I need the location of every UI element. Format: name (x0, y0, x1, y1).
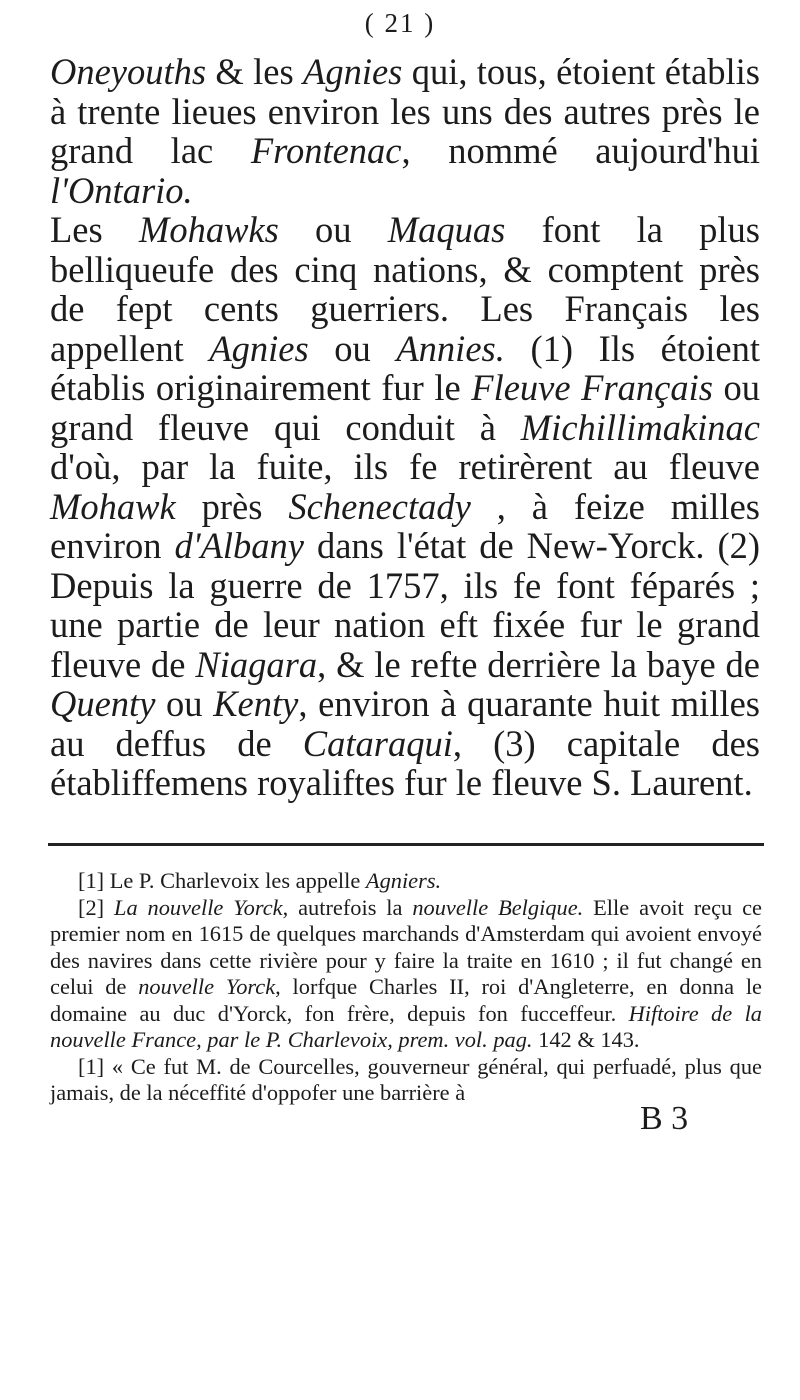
italic-text-run: Oneyouths (50, 51, 207, 92)
footnote-2 (50, 895, 762, 1054)
text-run: ou (155, 683, 214, 724)
text-run: , nommé aujourd'hui (401, 130, 760, 171)
italic-text-run: Agnies (303, 51, 403, 92)
italic-text-run: Hiftoire de la nouvelle France, par le P. Charlevoix, prem. vol. pag. (50, 1000, 762, 1052)
italic-text-run: La nouvelle Yorck (114, 894, 283, 920)
text-run: , & le refte derrière la baye de (317, 643, 761, 685)
text-run: dans l'état de New-Yorck. (2) Depuis la guerre de 1757, ils fe font féparés ; une partie de leur nation eft fixée fur le grand fleuve de (50, 525, 761, 685)
italic-text-run: Michillimakinac (520, 406, 760, 448)
text-run: Les (50, 209, 139, 250)
text-run: , environ à quarante huit milles au deffus de (50, 683, 760, 764)
page-number: ( 21 ) (364, 8, 436, 38)
paragraph-2 (50, 210, 760, 803)
text-run: , autrefois la (282, 894, 413, 920)
footnote-3 (50, 1054, 762, 1107)
italic-text-run: d'Albany (174, 525, 304, 566)
italic-text-run: Frontenac (250, 130, 402, 171)
text-run: , lorfque Charles II, roi d'Angleterre, en donna le domaine au duc d'Yorck, fon frère, depuis fon fucceffeur. (50, 974, 762, 1026)
text-run: près (175, 485, 289, 527)
text-run: d'où, par la fuite, ils fe retirèrent au fleuve (50, 446, 760, 487)
signature-mark: B 3 (640, 1100, 689, 1137)
text-run: , à feize milles environ (50, 485, 760, 566)
italic-text-run: Maquas (387, 209, 506, 250)
text-run: qui, tous, étoient établis à trente lieues environ les uns des autres près le grand lac (50, 51, 761, 171)
text-run: [1] « Ce fut M. de Courcelles, gouverneur général, qui perfuadé, plus que jamais, de la néceffité d'oppofer une barrière à (50, 1053, 762, 1105)
italic-text-run: Annies. (396, 327, 505, 369)
text-run: font la plus belliqueufe des cinq nations, & comptent près de fept cents guerriers. Les Français les appellent (50, 209, 761, 369)
footnote-1 (50, 868, 762, 895)
italic-text-run: Agnies (209, 327, 309, 369)
italic-text-run: Schenectady (288, 485, 471, 527)
italic-text-run: Mohawk (50, 485, 176, 527)
paragraph-1 (50, 52, 760, 210)
main-text (50, 52, 760, 803)
italic-text-run: Quenty (50, 683, 156, 724)
footnotes (50, 868, 762, 1107)
text-run: Elle avoit reçu ce premier nom en 1615 de quelques marchands d'Amsterdam qui avoient envoyé des navires dans cette rivière pour y faire la traite en 1610 ; il fut changé en celui de (50, 894, 762, 999)
text-run: ou grand fleuve qui conduit à (50, 367, 761, 448)
text-run: [2] (78, 894, 114, 920)
italic-text-run: l'Ontario. (50, 169, 193, 211)
italic-text-run: Kenty (213, 683, 299, 724)
text-run: ou (308, 327, 397, 369)
text-run: 142 & 143. (532, 1027, 640, 1052)
text-run: ou (278, 209, 388, 250)
text-run: [1] Le P. Charlevoix les appelle (78, 868, 366, 893)
italic-text-run: nouvelle Belgique. (412, 894, 584, 920)
text-run: & les (206, 51, 304, 92)
italic-text-run: Fleuve Français (471, 367, 713, 408)
text-run: (1) Ils étoient établis originairement fur le (50, 327, 761, 408)
text-run: , (3) capitale des établiffemens royaliftes fur le fleuve S. Laurent. (50, 722, 760, 803)
italic-text-run: Niagara (195, 643, 318, 685)
italic-text-run: Mohawks (138, 209, 279, 250)
italic-text-run: nouvelle Yorck (138, 974, 276, 999)
italic-text-run: Agniers. (365, 868, 442, 893)
italic-text-run: Cataraqui (302, 722, 453, 764)
footnote-divider (48, 843, 764, 846)
